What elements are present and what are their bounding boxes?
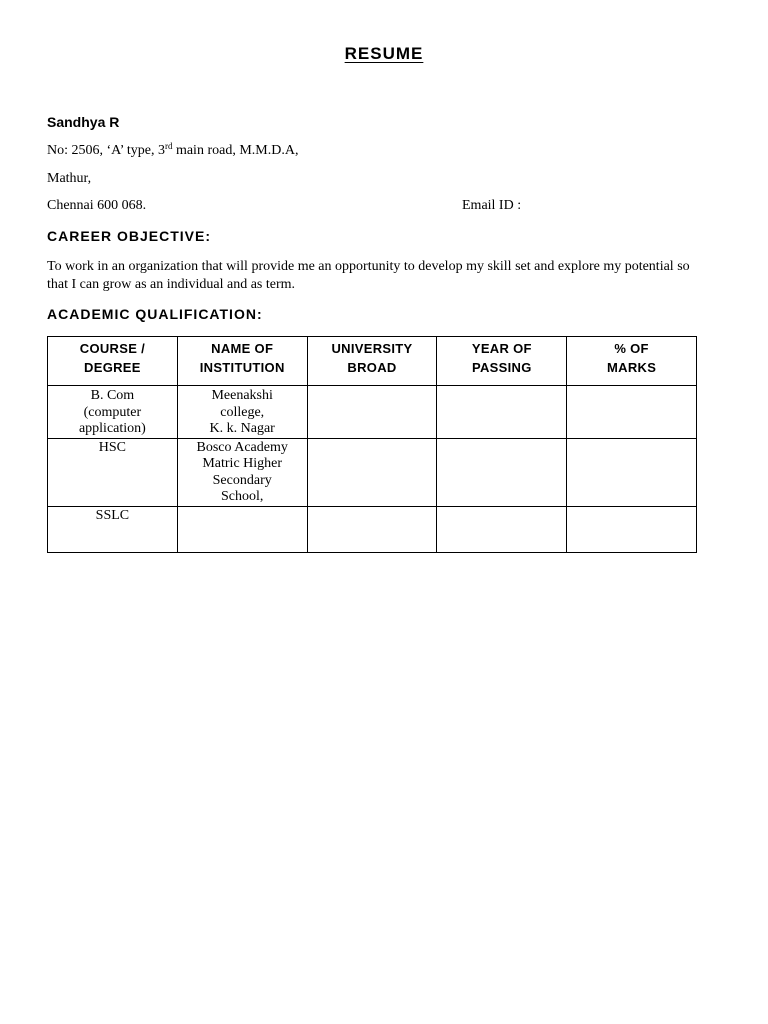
header-year-of-passing: YEAR OF PASSING [437, 337, 567, 386]
cell-institution: Meenakshi college, K. k. Nagar [177, 386, 307, 439]
address-line-1-prefix: No: 2506, ‘A’ type, 3 [47, 143, 165, 158]
address-line-1 [47, 143, 298, 159]
career-objective-heading: CAREER OBJECTIVE: [47, 228, 212, 244]
address-ordinal-suffix: rd [164, 141, 173, 151]
academic-qualification-heading: ACADEMIC QUALIFICATION: [47, 306, 263, 322]
career-objective-text: To work in an organization that will provide me an opportunity to develop my skill set and explore my potential so that I can grow as an individual and as term. [47, 259, 690, 292]
header-university: UNIVERSITY BROAD [307, 337, 437, 386]
table-row [48, 506, 697, 552]
cell-university [307, 386, 437, 439]
cell-course: SSLC [48, 506, 178, 552]
document-title: RESUME [344, 44, 424, 63]
email-label: Email ID : [462, 198, 522, 213]
cell-marks [567, 506, 697, 552]
cell-marks [567, 386, 697, 439]
table-row [48, 438, 697, 506]
applicant-name: Sandhya R [47, 114, 120, 130]
cell-year [437, 438, 567, 506]
header-marks: % OF MARKS [567, 337, 697, 386]
table-header-row [48, 337, 697, 386]
cell-institution [177, 506, 307, 552]
academic-qualification-table [47, 336, 697, 553]
cell-year [437, 506, 567, 552]
header-institution: NAME OF INSTITUTION [177, 337, 307, 386]
cell-university [307, 438, 437, 506]
header-course-degree: COURSE / DEGREE [48, 337, 178, 386]
cell-year [437, 386, 567, 439]
cell-university [307, 506, 437, 552]
table-row [48, 386, 697, 439]
cell-course: HSC [48, 438, 178, 506]
cell-course: B. Com (computer application) [48, 386, 178, 439]
address-line-3: Chennai 600 068. [47, 198, 147, 213]
address-line-2: Mathur, [47, 171, 92, 186]
address-line-1-suffix: main road, M.M.D.A, [172, 143, 299, 158]
cell-marks [567, 438, 697, 506]
cell-institution: Bosco Academy Matric Higher Secondary School, [177, 438, 307, 506]
